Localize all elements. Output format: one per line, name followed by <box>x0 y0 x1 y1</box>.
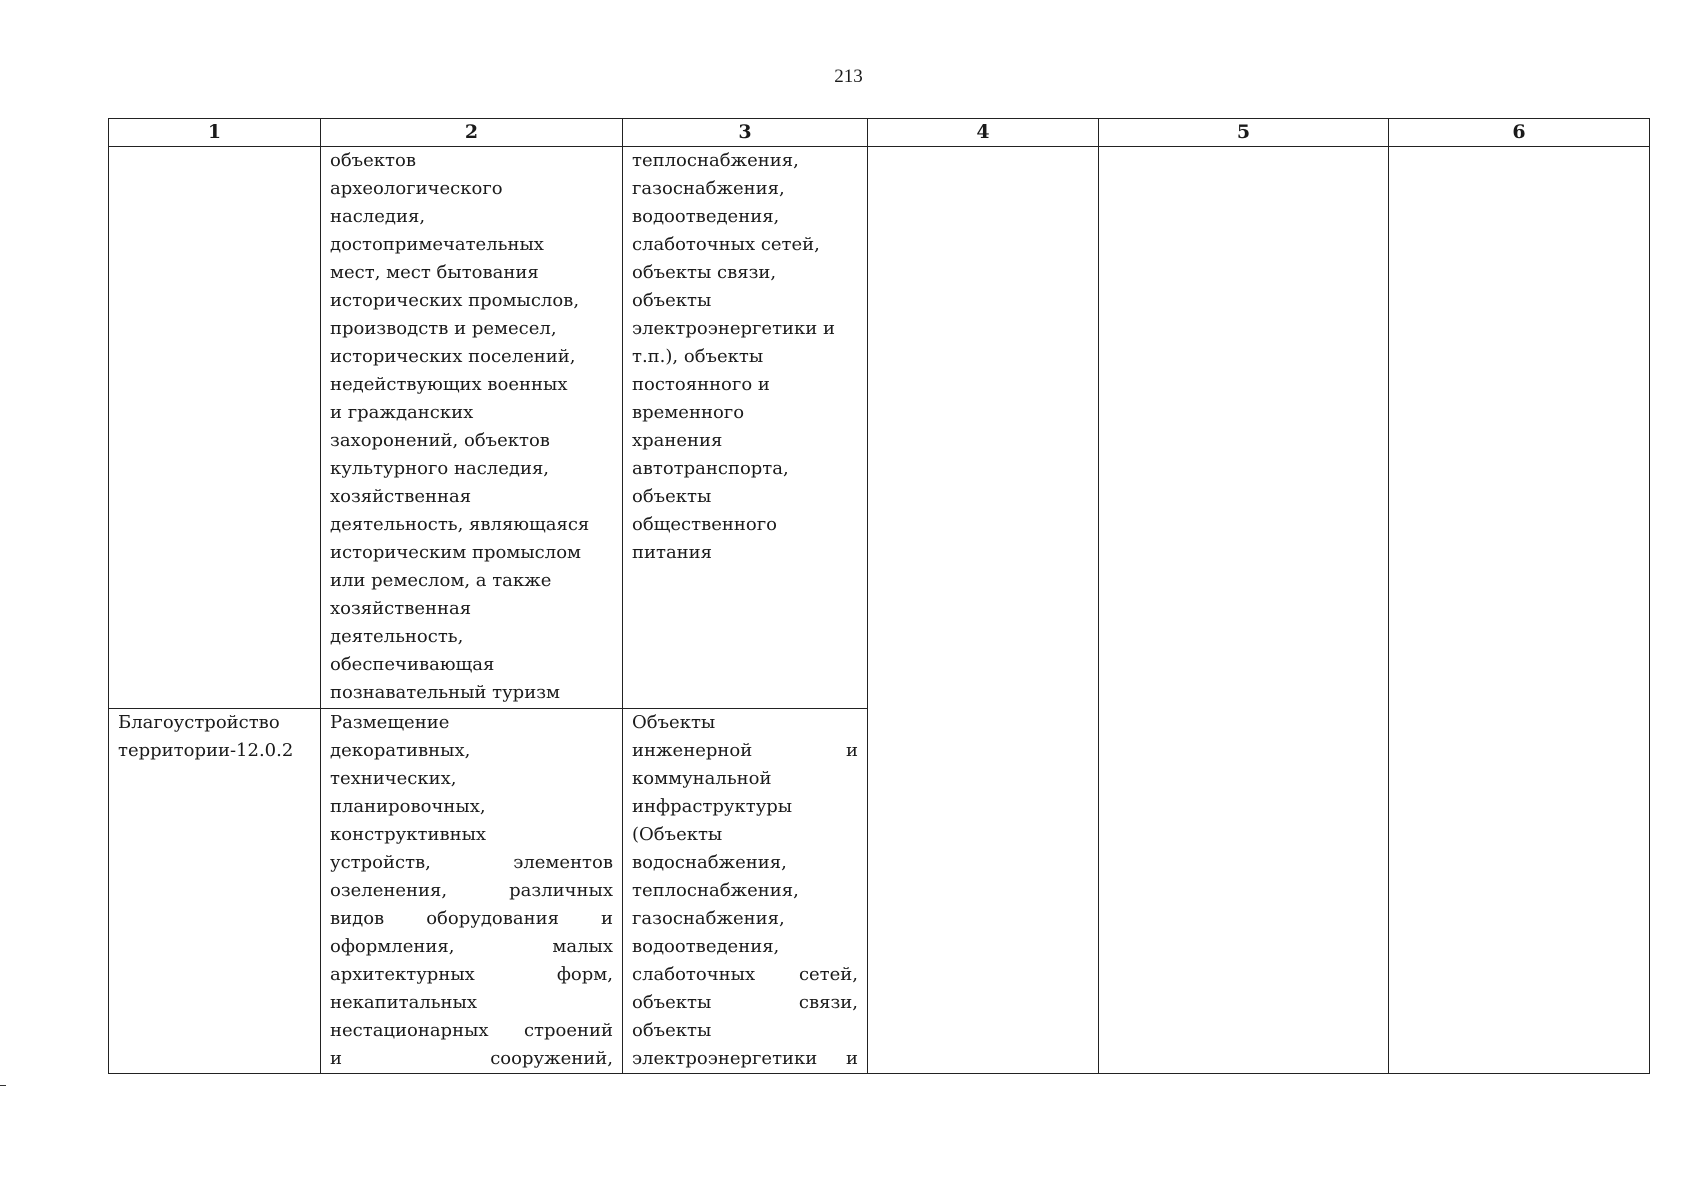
cell-line: недействующих военных <box>330 374 568 395</box>
cell-line: объекты связи, <box>632 262 777 283</box>
row2-description-text <box>330 709 613 1073</box>
column-header-4: 4 <box>868 119 1099 147</box>
cell-line: водоотведения, <box>632 206 780 227</box>
cell-line: нестационарных строений <box>330 1020 613 1041</box>
cell-line: питания <box>632 542 713 563</box>
cell-line: достопримечательных <box>330 234 544 255</box>
column4-cell <box>868 147 1099 1074</box>
cell-line: слаботочных сетей, <box>632 234 820 255</box>
cell-line: т.п.), объекты <box>632 346 764 367</box>
column-header-3: 3 <box>623 119 868 147</box>
cell-line: познавательный туризм <box>330 682 561 703</box>
cell-line: теплоснабжения, <box>632 150 799 171</box>
cell-line: устройств, элементов <box>330 852 613 873</box>
cell-line: водоснабжения, <box>632 852 787 873</box>
cell-line: деятельность, <box>330 626 464 647</box>
cell-line: историческим промыслом <box>330 542 582 563</box>
row1-objects-text <box>632 147 858 567</box>
zoning-table <box>108 118 1650 1074</box>
cell-line: Размещение <box>330 712 450 733</box>
cell-line: обеспечивающая <box>330 654 495 675</box>
margin-mark <box>0 1085 6 1086</box>
cell-line: конструктивных <box>330 824 487 845</box>
cell-line: общественного <box>632 514 777 535</box>
cell-line: декоративных, <box>330 740 471 761</box>
cell-line: технических, <box>330 768 457 789</box>
cell-line: мест, мест бытования <box>330 262 539 283</box>
cell-line: Объекты <box>632 712 716 733</box>
cell-line: наследия, <box>330 206 426 227</box>
cell-line: планировочных, <box>330 796 486 817</box>
cell-line: электроэнергетики и <box>632 1048 858 1069</box>
cell-line: электроэнергетики и <box>632 318 835 339</box>
cell-line: территории-12.0.2 <box>118 740 294 761</box>
column-header-5: 5 <box>1099 119 1389 147</box>
cell-line: хозяйственная <box>330 486 472 507</box>
cell-line: газоснабжения, <box>632 178 785 199</box>
cell-line: инфраструктуры <box>632 796 793 817</box>
cell-line: объекты <box>632 1020 712 1041</box>
cell-line: оформления, малых <box>330 936 613 957</box>
cell-line: видов оборудования и <box>330 908 613 929</box>
row1-description-cell <box>321 147 623 709</box>
row1-use-type-cell <box>109 147 321 709</box>
cell-line: инженерной и <box>632 740 858 761</box>
cell-line: временного <box>632 402 745 423</box>
cell-line: озеленения, различных <box>330 880 613 901</box>
row1-objects-cell <box>623 147 868 709</box>
row1-description-text <box>330 147 613 707</box>
cell-line: исторических поселений, <box>330 346 576 367</box>
cell-line: водоотведения, <box>632 936 780 957</box>
cell-line: объекты связи, <box>632 992 858 1013</box>
cell-line: автотранспорта, <box>632 458 789 479</box>
cell-line: слаботочных сетей, <box>632 964 858 985</box>
column6-cell <box>1389 147 1650 1074</box>
column-header-1: 1 <box>109 119 321 147</box>
table-row <box>109 147 1650 709</box>
row2-use-type-cell <box>109 709 321 1074</box>
cell-line: или ремеслом, а также <box>330 570 552 591</box>
cell-line: захоронений, объектов <box>330 430 550 451</box>
row2-objects-cell <box>623 709 868 1074</box>
cell-line: хозяйственная <box>330 598 472 619</box>
cell-line: и сооружений, <box>330 1048 613 1069</box>
cell-line: Благоустройство <box>118 712 280 733</box>
header-row <box>109 119 1650 147</box>
cell-line: теплоснабжения, <box>632 880 799 901</box>
row2-objects-text <box>632 709 858 1073</box>
cell-line: деятельность, являющаяся <box>330 514 590 535</box>
cell-line: объекты <box>632 290 712 311</box>
cell-line: (Объекты <box>632 824 723 845</box>
cell-line: объектов <box>330 150 416 171</box>
cell-line: производств и ремесел, <box>330 318 557 339</box>
cell-line: объекты <box>632 486 712 507</box>
cell-line: некапитальных <box>330 992 478 1013</box>
column-header-6: 6 <box>1389 119 1650 147</box>
cell-line: культурного наследия, <box>330 458 550 479</box>
cell-line: постоянного и <box>632 374 770 395</box>
cell-line: археологического <box>330 178 503 199</box>
cell-line: хранения <box>632 430 723 451</box>
cell-line: газоснабжения, <box>632 908 785 929</box>
row2-description-cell <box>321 709 623 1074</box>
cell-line: коммунальной <box>632 768 772 789</box>
page-number: 213 <box>834 66 863 87</box>
column5-cell <box>1099 147 1389 1074</box>
cell-line: исторических промыслов, <box>330 290 580 311</box>
column-header-2: 2 <box>321 119 623 147</box>
row2-use-type-text <box>118 709 311 765</box>
cell-line: архитектурных форм, <box>330 964 613 985</box>
cell-line: и гражданских <box>330 402 474 423</box>
